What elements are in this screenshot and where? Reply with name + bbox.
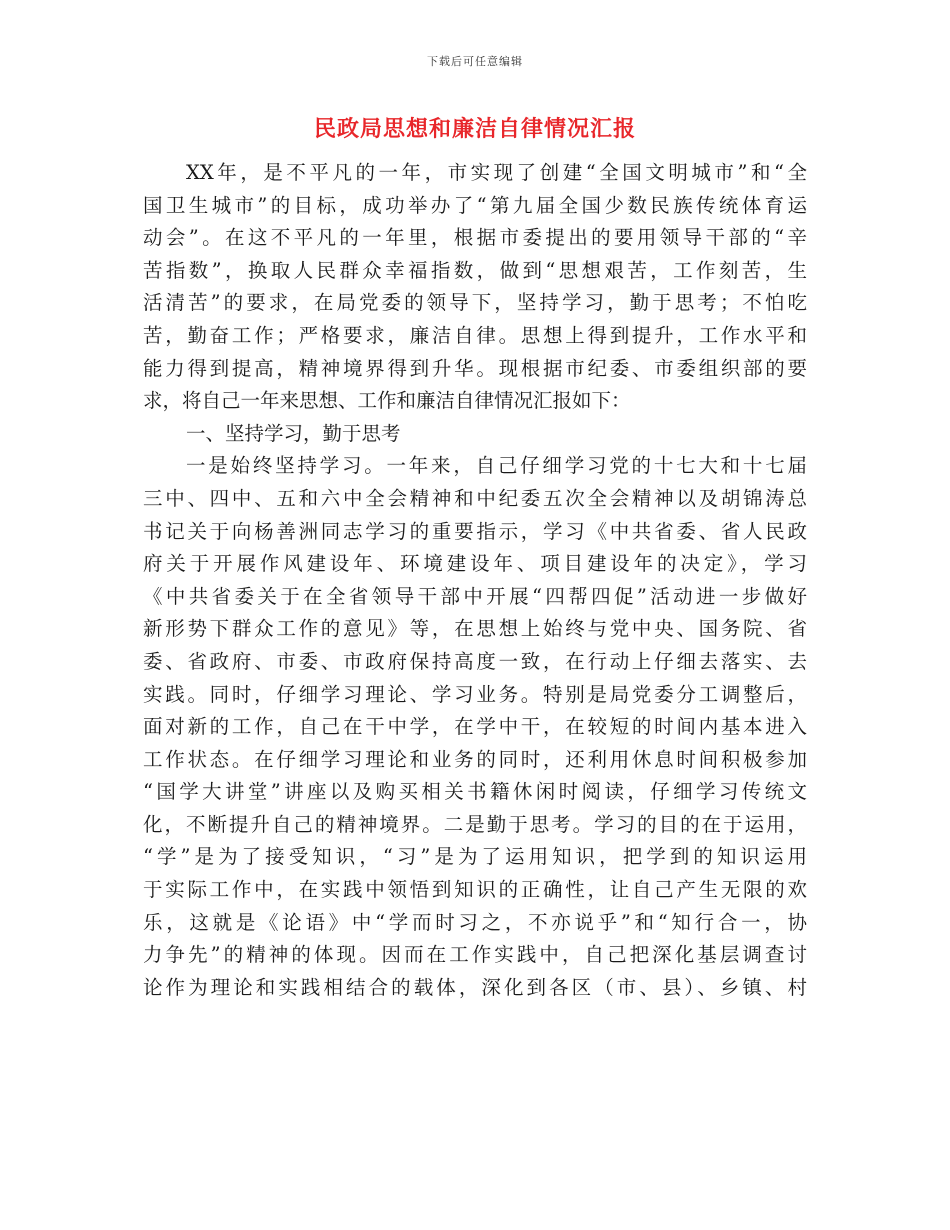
body-line: 苦，勤奋工作；严格要求，廉洁自律。思想上得到提升，工作水平和 [143,323,807,347]
body-line: 三中、四中、五和六中全会精神和中纪委五次全会精神以及胡锦涛总 [143,486,807,510]
body-line: 面对新的工作，自己在干中学，在学中干，在较短的时间内基本进入 [143,715,807,739]
body-line: 苦指数”，换取人民群众幸福指数，做到“思想艰苦，工作刻苦，生 [143,258,807,282]
body-line: 于实际工作中，在实践中领悟到知识的正确性，让自己产生无限的欢 [143,878,807,902]
body-line: XX年，是不平凡的一年，市实现了创建“全国文明城市”和“全 [186,161,807,184]
body-line: 工作状态。在仔细学习理论和业务的同时，还利用休息时间积极参加 [143,747,807,771]
header-note: 下载后可任意编辑 [427,55,523,68]
body-line: 求，将自己一年来思想、工作和廉洁自律情况汇报如下： [143,389,631,413]
body-line: 活清苦”的要求，在局党委的领导下，坚持学习，勤于思考；不怕吃 [143,291,807,315]
body-line: 书记关于向杨善洲同志学习的重要指示，学习《中共省委、省人民政 [143,519,807,543]
document-body [143,157,807,1004]
section-heading: 一、坚持学习，勤于思考 [186,421,401,445]
body-line: 力争先”的精神的体现。因而在工作实践中，自己把深化基层调查讨 [143,943,807,967]
document-title: 民政局思想和廉洁自律情况汇报 [313,116,636,142]
body-line: 能力得到提高，精神境界得到升华。现根据市纪委、市委组织部的要 [143,356,807,380]
body-line: 新形势下群众工作的意见》等，在思想上始终与党中央、国务院、省 [143,617,807,641]
body-line: 化，不断提升自己的精神境界。二是勤于思考。学习的目的在于运用， [143,812,807,836]
body-line: 动会”。在这不平凡的一年里，根据市委提出的要用领导干部的“辛 [143,226,807,250]
body-line: 国卫生城市”的目标，成功举办了“第九届全国少数民族传统体育运 [143,193,807,217]
body-line: 乐，这就是《论语》中“学而时习之，不亦说乎”和“知行合一，协 [143,910,807,934]
body-line: 实践。同时，仔细学习理论、学习业务。特别是局党委分工调整后， [143,682,807,706]
body-line: “学”是为了接受知识，“习”是为了运用知识，把学到的知识运用 [143,845,807,869]
body-line: “国学大讲堂”讲座以及购买相关书籍休闲时阅读，仔细学习传统文 [143,780,807,804]
body-line: 府关于开展作风建设年、环境建设年、项目建设年的决定》，学习 [143,552,807,576]
body-line: 《中共省委关于在全省领导干部中开展“四帮四促”活动进一步做好 [143,584,807,608]
body-line: 一是始终坚持学习。一年来，自己仔细学习党的十七大和十七届 [186,454,807,478]
body-line: 论作为理论和实践相结合的载体，深化到各区（市、县）、乡镇、村 [143,975,807,999]
body-line: 委、省政府、市委、市政府保持高度一致，在行动上仔细去落实、去 [143,649,807,673]
